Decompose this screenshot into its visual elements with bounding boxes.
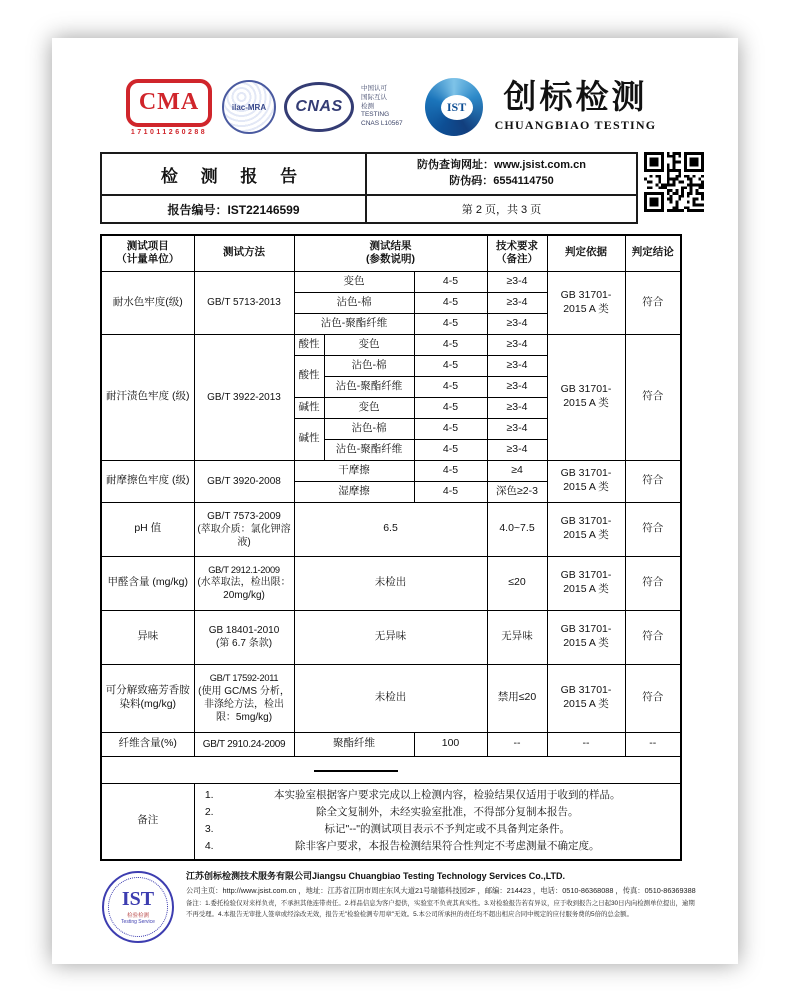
antifake-url-value: www.jsist.com.cn [494,159,586,172]
qr-code-image [644,152,704,212]
company-name-cn: 创标检测 [503,79,648,116]
report-info-row [100,152,702,224]
table-row [101,610,681,664]
footer-contact-line: 公司主页：http://www.jsist.com.cn ，地址：江苏省江阴市周庄东风大道21号瑞德科技园2F ，邮编：214423 ，电话：0510-86368088 ，传真：0510-86369388 [186,886,696,896]
basis: GB 31701-2015 A 类 [547,334,625,460]
result-value: 4-5 [414,397,487,418]
footer-text-block [186,871,698,943]
report-number-value: IST22146599 [227,202,300,217]
ilac-label: ilac-MRA [231,102,267,112]
test-item: 甲醛含量 (mg/kg) [101,556,194,610]
antifake-cell [366,153,637,195]
param: 变色 [324,334,414,355]
table-row [101,334,681,355]
result-value: 6.5 [294,502,487,556]
result-value: 无异味 [294,610,487,664]
verdict: 符合 [625,502,681,556]
remarks-row [101,783,681,860]
requirement: ≥3-4 [487,418,547,439]
company-name-en: CHUANGBIAO TESTING [494,117,657,132]
param-group: 碱性 [294,397,324,418]
table-row [101,732,681,756]
requirement: ≥3-4 [487,313,547,334]
basis: GB 31701-2015 A 类 [547,556,625,610]
col-header-conclusion: 判定结论 [625,235,681,271]
cma-accreditation-icon [126,79,212,136]
antifake-code-value: 6554114750 [493,175,554,187]
remark-item: 1. 本实验室根据客户要求完成以上检测内容，检验结果仅适用于收到的样品。 [217,787,679,804]
basis: GB 31701-2015 A 类 [547,502,625,556]
requirement: ≤20 [487,556,547,610]
test-item: 耐摩擦色牢度 (级) [101,460,194,502]
param: 沾色-棉 [324,418,414,439]
requirement: ≥3-4 [487,376,547,397]
table-row [101,664,681,732]
cnas-logo-icon [284,82,354,132]
basis: GB 31701-2015 A 类 [547,460,625,502]
col-header-result: 测试结果 (参数说明) [294,235,487,271]
page-indicator: 第 2 页，共 3 页 [366,195,637,223]
remarks-label: 备注 [101,783,194,860]
verdict: 符合 [625,664,681,732]
report-number-cell [101,195,366,223]
result-value: 100 [414,732,487,756]
verdict: 符合 [625,610,681,664]
param: 沾色-聚酯纤维 [324,439,414,460]
test-method: GB/T 5713-2013 [194,271,294,334]
param: 湿摩擦 [294,481,414,502]
empty-placeholder-cell [101,756,681,783]
results-table [100,234,682,861]
brand-block [425,78,657,136]
param: 沾色-棉 [294,292,414,313]
footer-disclaimer: 备注：1.委托检验仅对来样负责，不承担其他连带责任。2.样品信息为客户提供，实验室不负责其真实性。3.对检验报告若有异议，应于收到报告之日起30日内向检测单位提出，逾期不再受理。4.本报告无审批人签章或经涂改无效，报告无"检验检测专用章"无效。5.本公司所承担的责任均不超出相应合同中规定的应付服务费的5倍的总金额。 [186,900,695,918]
requirement: 4.0~7.5 [487,502,547,556]
param-group: 酸性 [294,355,324,397]
seal-subtext-cn: 检验检测 [126,912,149,919]
logo-row [100,74,702,140]
test-item: 耐汗渍色牢度 (级) [101,334,194,460]
table-row [101,271,681,292]
test-method: GB/T 2912.1-2009 (水萃取法，检出限： 20mg/kg) [194,556,294,610]
requirement: 禁用≤20 [487,664,547,732]
table-row [101,556,681,610]
antifake-code-line [371,174,632,190]
accreditation-line: TESTING [361,111,390,119]
requirement: 无异味 [487,610,547,664]
param: 干摩擦 [294,460,414,481]
result-value: 4-5 [414,334,487,355]
test-method: GB/T 2910.24-2009 [194,732,294,756]
verdict: 符合 [625,556,681,610]
accreditation-line: 中国认可 [361,85,387,93]
table-row [101,460,681,481]
remark-item: 3. 标记"--"的测试项目表示不予判定或不具备判定条件。 [217,821,679,838]
seal-text: IST [121,887,155,910]
cma-logo-icon [126,79,212,127]
col-header-requirement: 技术要求 （备注） [487,235,547,271]
accreditation-line: 检测 [361,102,374,110]
ilac-mra-logo-icon [222,80,276,134]
cnas-label: CNAS [295,98,343,115]
test-item: 纤维含量(%) [101,732,194,756]
test-method: GB/T 3922-2013 [194,334,294,460]
placeholder-dash-line [314,770,398,772]
test-method: GB/T 7573-2009 (萃取介质：氯化钾溶 液) [194,502,294,556]
test-item: 耐水色牢度(级) [101,271,194,334]
col-header-method: 测试方法 [194,235,294,271]
result-value: 4-5 [414,355,487,376]
footer [100,871,702,943]
antifake-code-label: 防伪码： [449,175,494,187]
requirement: ≥3-4 [487,292,547,313]
test-item: pH 值 [101,502,194,556]
brand-text [494,79,657,133]
remark-item: 4. 除非客户要求，本报告检测结果符合性判定不考虑测量不确定度。 [217,838,679,855]
test-item: 可分解致癌芳香胺染料(mg/kg) [101,664,194,732]
report-number-label: 报告编号： [167,202,228,217]
requirement: ≥3-4 [487,355,547,376]
antifake-url-label: 防伪查询网址： [417,159,495,172]
result-value: 4-5 [414,271,487,292]
accreditation-line: CNAS L10567 [361,120,403,128]
requirement: -- [487,732,547,756]
cma-label: CMA [138,89,200,115]
test-method: GB/T 17592-2011 (使用 GC/MS 分析， 非涤纶方法，检出 限：5mg/kg) [194,664,294,732]
requirement: ≥3-4 [487,439,547,460]
report-info-table [100,152,638,224]
test-method: GB/T 3920-2008 [194,460,294,502]
result-value: 4-5 [414,313,487,334]
accreditation-line: 国际互认 [361,93,387,101]
seal-subtext-en: Testing Service [121,918,155,925]
requirement: ≥3-4 [487,397,547,418]
param: 沾色-棉 [324,355,414,376]
param-group: 碱性 [294,418,324,460]
test-item: 异味 [101,610,194,664]
requirement: 深色≥2-3 [487,481,547,502]
col-header-item: 测试项目 （计量单位） [101,235,194,271]
table-header-row [101,235,681,271]
col-header-basis: 判定依据 [547,235,625,271]
ist-logo-icon [425,78,483,136]
requirement: ≥4 [487,460,547,481]
result-value: 4-5 [414,376,487,397]
antifake-url-line [371,158,632,174]
table-row [101,502,681,556]
result-value: 未检出 [294,664,487,732]
param: 变色 [324,397,414,418]
param: 变色 [294,271,414,292]
param: 沾色-聚酯纤维 [324,376,414,397]
cma-number: 171011260288 [130,128,208,136]
result-value: 4-5 [414,439,487,460]
param: 聚酯纤维 [294,732,414,756]
verdict: 符合 [625,271,681,334]
result-value: 4-5 [414,292,487,313]
basis: GB 31701-2015 A 类 [547,664,625,732]
remarks-content [194,783,681,860]
test-method: GB 18401-2010 (第 6.7 条款) [194,610,294,664]
verdict: -- [625,732,681,756]
report-page [52,38,738,964]
param-group: 酸性 [294,334,324,355]
remark-item: 2. 除全文复制外，未经实验室批准，不得部分复制本报告。 [217,804,679,821]
param: 沾色-聚酯纤维 [294,313,414,334]
accreditation-text [361,85,403,129]
result-value: 4-5 [414,481,487,502]
footer-company-name: 江苏创标检测技术服务有限公司Jiangsu Chuangbiao Testing Technology Services Co.,LTD. [186,870,566,881]
result-value: 4-5 [414,460,487,481]
basis: GB 31701-2015 A 类 [547,610,625,664]
basis: GB 31701-2015 A 类 [547,271,625,334]
result-value: 4-5 [414,418,487,439]
report-title: 检 测 报 告 [101,153,366,195]
result-value: 未检出 [294,556,487,610]
table-row [101,756,681,783]
ist-logo-text: IST [441,95,473,120]
verdict: 符合 [625,460,681,502]
requirement: ≥3-4 [487,334,547,355]
company-seal-icon [102,871,174,943]
requirement: ≥3-4 [487,271,547,292]
verdict: 符合 [625,334,681,460]
basis: -- [547,732,625,756]
